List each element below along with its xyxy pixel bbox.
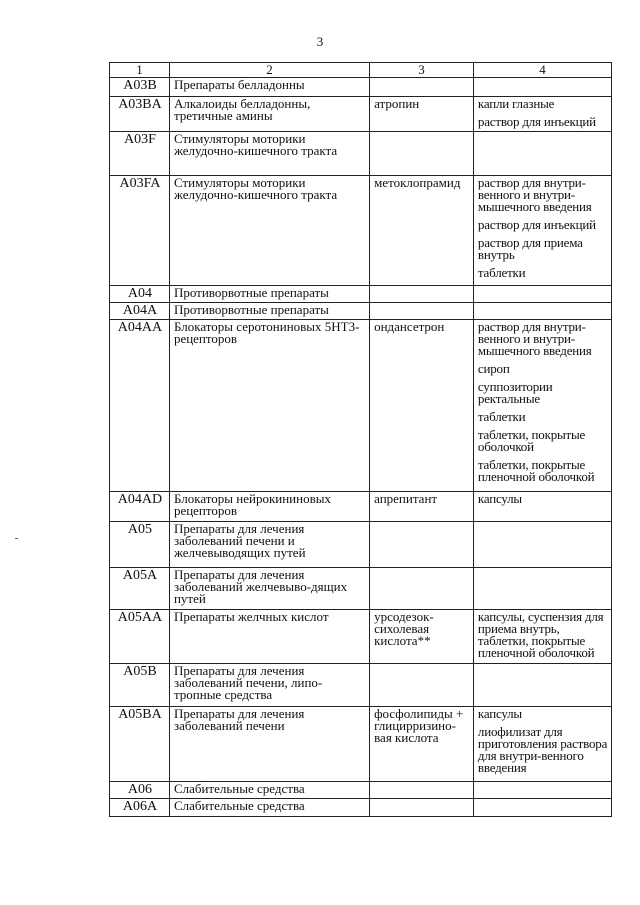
atc-code-cell: A03B bbox=[110, 78, 170, 97]
dosage-form: раствор для внутри-венного и внутри-мышечного введения bbox=[477, 175, 592, 214]
dosage-form: раствор для инъекций bbox=[477, 114, 596, 129]
column-header: 1 bbox=[110, 63, 170, 78]
group-name-cell: Блокаторы серотониновых 5HT3-рецепторов bbox=[169, 320, 369, 492]
dosage-form: капли глазные bbox=[477, 96, 555, 111]
table-row bbox=[110, 799, 612, 817]
dosage-form: раствор для приема внутрь bbox=[477, 235, 583, 262]
drug-name-cell: апрепитант bbox=[370, 492, 474, 522]
drug-table bbox=[109, 62, 612, 817]
table-row bbox=[110, 664, 612, 707]
atc-code-cell: A05AA bbox=[110, 610, 170, 664]
drug-name-cell bbox=[370, 568, 474, 610]
atc-code-cell: A05 bbox=[110, 522, 170, 568]
group-name-cell: Алкалоиды белладонны, третичные амины bbox=[169, 97, 369, 132]
dosage-form: капсулы bbox=[477, 706, 522, 721]
drug-name-cell: ондансетрон bbox=[370, 320, 474, 492]
column-header: 3 bbox=[370, 63, 474, 78]
dosage-forms-cell bbox=[473, 132, 611, 176]
group-name-cell: Препараты для лечения заболеваний печени bbox=[169, 707, 369, 782]
drug-name-cell bbox=[370, 782, 474, 799]
dosage-form: таблетки, покрытые пленочной оболочкой bbox=[477, 457, 595, 484]
dosage-form: капсулы, суспензия для приема внутрь, таблетки, покрытые пленочной оболочкой bbox=[477, 609, 604, 660]
table-row bbox=[110, 782, 612, 799]
table-row bbox=[110, 286, 612, 303]
dosage-forms-cell bbox=[473, 286, 611, 303]
drug-name-cell bbox=[370, 286, 474, 303]
atc-code-cell: A05B bbox=[110, 664, 170, 707]
atc-code-cell: A05A bbox=[110, 568, 170, 610]
dosage-form: раствор для инъекций bbox=[477, 217, 596, 232]
table-row bbox=[110, 568, 612, 610]
group-name-cell: Препараты желчных кислот bbox=[169, 610, 369, 664]
drug-name-cell: фосфолипиды + глицирризино-вая кислота bbox=[370, 707, 474, 782]
atc-code-cell: A06 bbox=[110, 782, 170, 799]
dosage-forms-cell bbox=[473, 78, 611, 97]
dosage-forms-cell bbox=[473, 568, 611, 610]
group-name-cell: Препараты для лечения заболеваний печени и желчевыводящих путей bbox=[169, 522, 369, 568]
dosage-forms-cell bbox=[473, 707, 611, 782]
margin-mark bbox=[15, 538, 18, 539]
table-row bbox=[110, 522, 612, 568]
atc-code-cell: A06A bbox=[110, 799, 170, 817]
atc-code-cell: A04 bbox=[110, 286, 170, 303]
drug-name-cell bbox=[370, 303, 474, 320]
drug-name-cell: атропин bbox=[370, 97, 474, 132]
dosage-forms-cell bbox=[473, 97, 611, 132]
atc-code-cell: A04A bbox=[110, 303, 170, 320]
table-row bbox=[110, 303, 612, 320]
dosage-form: капсулы bbox=[477, 491, 522, 506]
group-name-cell: Стимуляторы моторики желудочно-кишечного тракта bbox=[169, 132, 369, 176]
dosage-forms-cell bbox=[473, 610, 611, 664]
group-name-cell: Противорвотные препараты bbox=[169, 286, 369, 303]
dosage-form: таблетки bbox=[477, 265, 526, 280]
column-header: 2 bbox=[169, 63, 369, 78]
group-name-cell: Противорвотные препараты bbox=[169, 303, 369, 320]
dosage-forms-cell bbox=[473, 492, 611, 522]
table-row bbox=[110, 492, 612, 522]
dosage-forms-cell bbox=[473, 799, 611, 817]
drug-name-cell: урсодезок-сихолевая кислота** bbox=[370, 610, 474, 664]
atc-code-cell: A04AA bbox=[110, 320, 170, 492]
dosage-forms-cell bbox=[473, 522, 611, 568]
drug-name-cell bbox=[370, 132, 474, 176]
dosage-form: таблетки, покрытые оболочкой bbox=[477, 427, 586, 454]
group-name-cell: Препараты белладонны bbox=[169, 78, 369, 97]
dosage-form: сироп bbox=[477, 361, 510, 376]
drug-name-cell bbox=[370, 78, 474, 97]
drug-name-cell bbox=[370, 522, 474, 568]
dosage-forms-cell bbox=[473, 303, 611, 320]
table-row bbox=[110, 132, 612, 176]
page-number: 3 bbox=[316, 34, 324, 49]
dosage-forms-cell bbox=[473, 320, 611, 492]
table-row bbox=[110, 176, 612, 286]
dosage-forms-cell bbox=[473, 176, 611, 286]
group-name-cell: Блокаторы нейрокининовых рецепторов bbox=[169, 492, 369, 522]
atc-code-cell: A05BA bbox=[110, 707, 170, 782]
atc-code-cell: A03BA bbox=[110, 97, 170, 132]
group-name-cell: Препараты для лечения заболеваний печени, липо-тропные средства bbox=[169, 664, 369, 707]
group-name-cell: Стимуляторы моторики желудочно-кишечного тракта bbox=[169, 176, 369, 286]
group-name-cell: Препараты для лечения заболеваний желчевыво-дящих путей bbox=[169, 568, 369, 610]
group-name-cell: Слабительные средства bbox=[169, 782, 369, 799]
drug-name-cell: метоклопрамид bbox=[370, 176, 474, 286]
table-row bbox=[110, 707, 612, 782]
dosage-forms-cell bbox=[473, 782, 611, 799]
dosage-form: раствор для внутри-венного и внутри-мышечного введения bbox=[477, 319, 592, 358]
table-row bbox=[110, 78, 612, 97]
header-row bbox=[110, 63, 612, 78]
dosage-form: суппозитории ректальные bbox=[477, 379, 553, 406]
dosage-form: лиофилизат для приготовления раствора для внутри-венного введения bbox=[477, 724, 608, 775]
atc-code-cell: A04AD bbox=[110, 492, 170, 522]
atc-code-cell: A03FA bbox=[110, 176, 170, 286]
group-name-cell: Слабительные средства bbox=[169, 799, 369, 817]
table-row bbox=[110, 610, 612, 664]
drug-name-cell bbox=[370, 799, 474, 817]
drug-name-cell bbox=[370, 664, 474, 707]
table-row bbox=[110, 97, 612, 132]
column-header: 4 bbox=[473, 63, 611, 78]
dosage-form: таблетки bbox=[477, 409, 526, 424]
atc-code-cell: A03F bbox=[110, 132, 170, 176]
dosage-forms-cell bbox=[473, 664, 611, 707]
table-row bbox=[110, 320, 612, 492]
